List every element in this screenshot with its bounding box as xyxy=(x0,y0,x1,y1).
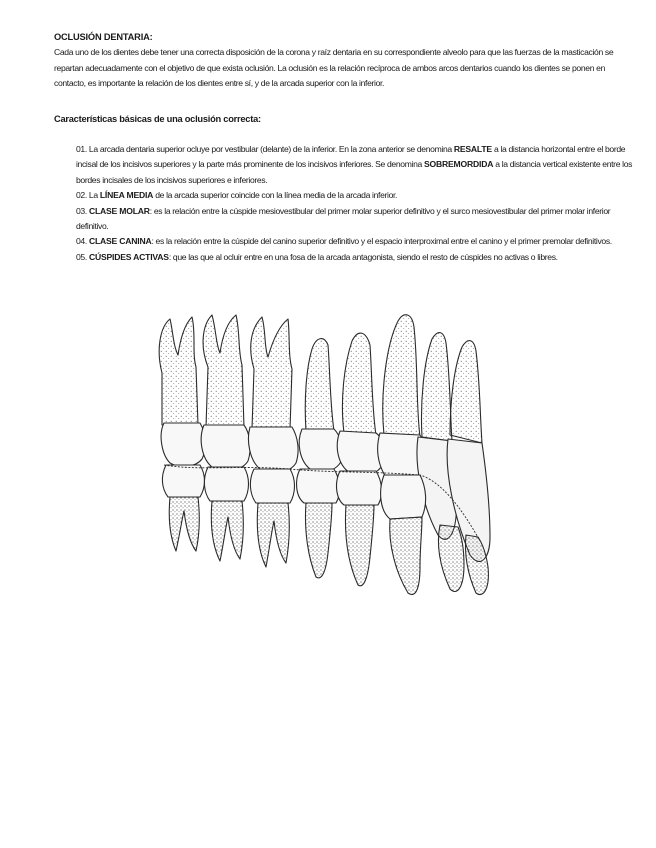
upper-molar-1 xyxy=(159,317,205,466)
upper-molar-3 xyxy=(248,317,298,472)
list-item xyxy=(76,188,636,203)
dental-occlusion-illustration xyxy=(140,305,520,605)
term-cuspides-activas: CÚSPIDES ACTIVAS xyxy=(88,251,169,262)
lower-molar-2 xyxy=(204,467,248,561)
term-clase-molar: CLASE MOLAR xyxy=(88,205,150,216)
lower-molar-1 xyxy=(162,465,204,551)
upper-molar-2 xyxy=(201,315,250,470)
item-text: 03. xyxy=(76,205,89,216)
section-title: OCLUSIÓN DENTARIA: xyxy=(54,32,153,42)
item-text: de la arcada superior coincide con la línea media de la arcada inferior. xyxy=(153,190,398,201)
term-clase-canina: CLASE CANINA xyxy=(88,236,152,247)
characteristics-list xyxy=(76,142,636,265)
lower-premolar-2 xyxy=(337,471,382,586)
item-text: a la distancia vertical existente entre los bordes incisales de los incisivos superiores e inferiores. xyxy=(76,159,633,185)
lower-canine xyxy=(381,475,426,595)
item-text: 01. La arcada dentaria superior ocluye por vestibular (delante) de la inferior. En la zona anterior se denomina xyxy=(76,144,454,154)
term-sobremordida: SOBREMORDIDA xyxy=(423,159,494,170)
term-linea-media: LÍNEA MEDIA xyxy=(99,190,154,201)
item-text: : que las que al ocluir entre en una fosa de la arcada antagonista, siendo el resto de cúspides no activas o libres. xyxy=(168,251,558,262)
list-item xyxy=(76,234,636,249)
list-item xyxy=(76,204,636,235)
subsection-title: Características básicas de una oclusión correcta: xyxy=(54,114,261,124)
lower-premolar-1 xyxy=(297,469,340,578)
item-text: 02. La xyxy=(76,190,100,201)
lower-molar-3 xyxy=(250,469,294,567)
list-item xyxy=(76,250,636,265)
item-text: 05. xyxy=(76,251,89,262)
intro-paragraph: Cada uno de los dientes debe tener una correcta disposición de la corona y raíz dentaria en su correspondiente alveolo para que las fuerzas de la masticación se repartan adecuadamente con el objetivo de que exista oclusión. La oclusión es la relación recíproca de ambos arcos dentarios cuando los dientes se ponen en contacto, es importante la relación de los dientes entre sí, y de la arcada superior con la inferior. xyxy=(54,47,614,89)
list-item xyxy=(76,142,636,188)
item-text: 04. xyxy=(76,236,89,247)
item-text: : es la relación entre la cúspide del canino superior definitivo y el espacio interproximal entre el canino y el primer premolar definitivos. xyxy=(151,236,612,247)
item-text: a la distancia horizontal entre el borde incisal de los incisivos superiores y la parte más prominente de los incisivos inferiores. Se denomina xyxy=(76,144,626,170)
item-text: : es la relación entre la cúspide mesiovestibular del primer molar superior definitivo y el surco mesiovestibular del primer molar inferior definitivo. xyxy=(76,205,611,232)
upper-premolar-1 xyxy=(299,339,342,472)
term-resalte: RESALTE xyxy=(453,144,492,154)
